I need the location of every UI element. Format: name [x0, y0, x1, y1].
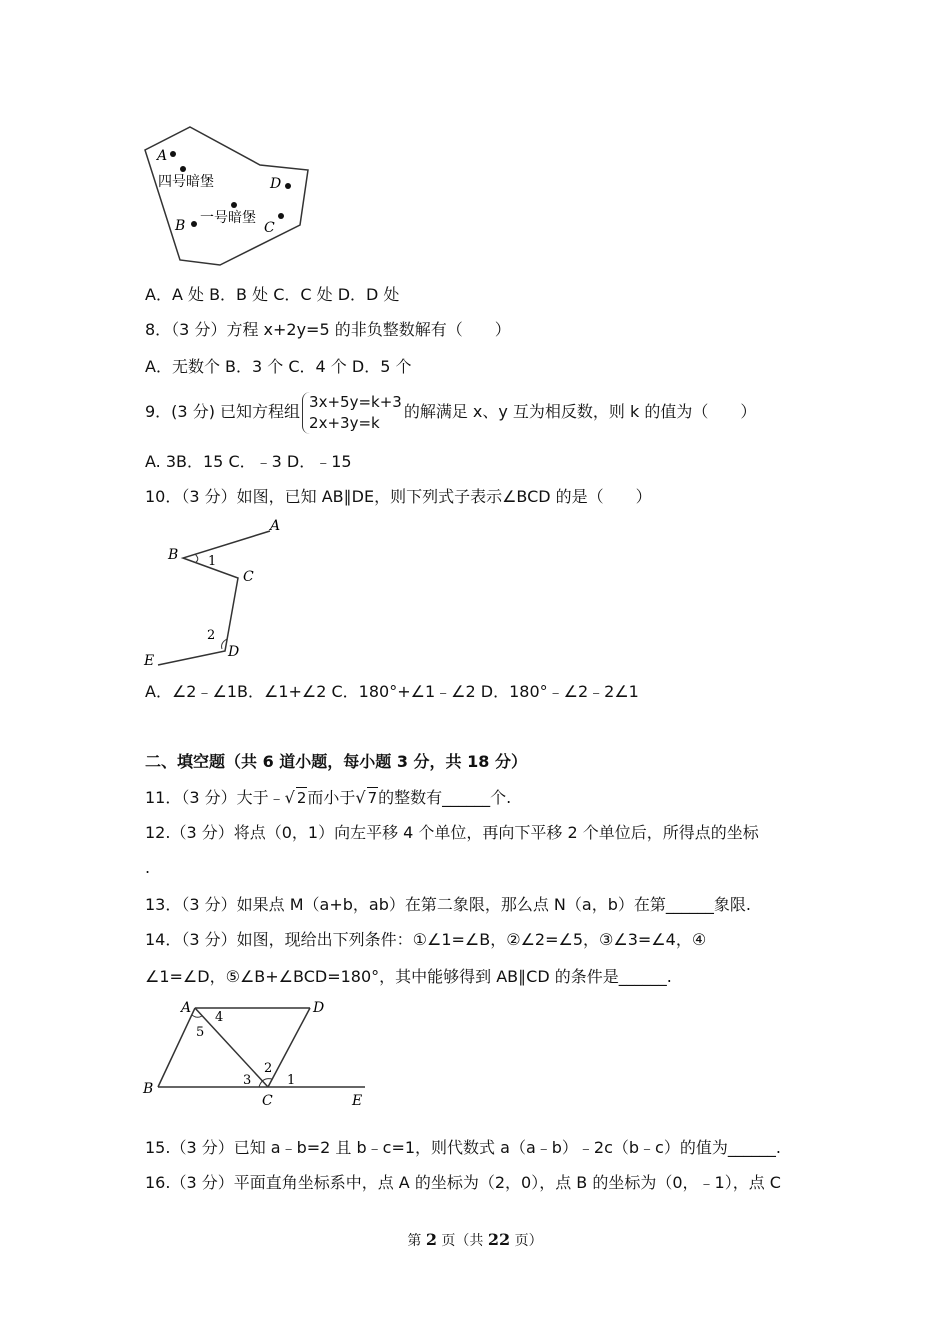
footer-post: 页）: [510, 1233, 543, 1249]
q10-angle2: 2: [207, 628, 216, 643]
label-d: D: [270, 176, 282, 192]
sqrt-icon: √: [355, 788, 366, 807]
sqrt-icon: √: [284, 788, 295, 807]
footer-page: 2: [425, 1230, 437, 1249]
q14-angle1: 1: [287, 1073, 296, 1088]
q9-eq2: 2x+3y=k: [309, 413, 380, 432]
q14-question: 14．（3 分）如图，现给出下列条件：①∠1=∠B，②∠2=∠5，③∠3=∠4，④: [145, 930, 707, 949]
label-a: A: [157, 148, 168, 164]
label-b: B: [175, 218, 186, 234]
q11-prefix: 11．（3 分）大于﹣: [145, 788, 285, 807]
q10-label-a: A: [270, 518, 280, 534]
q10-label-c: C: [243, 569, 254, 585]
q10-angle1: 1: [208, 554, 217, 569]
q14-line-ac: [195, 1008, 268, 1087]
q10-label-e: E: [144, 653, 155, 669]
q14-label-c: C: [262, 1093, 273, 1109]
page-footer: [0, 1230, 950, 1250]
q9-suffix: 的解满足 x、y 互为相反数，则 k 的值为（ ）: [403, 402, 757, 421]
q14-angle4: 4: [215, 1010, 224, 1025]
q10-figure: [140, 515, 280, 670]
equation-system: [302, 392, 402, 434]
footer-mid: 页（共: [436, 1233, 488, 1249]
q14-angle3: 3: [243, 1073, 252, 1088]
q11-radicand1: 2: [296, 789, 307, 807]
q14-label-e: E: [352, 1093, 363, 1109]
q14-line-ab: [158, 1008, 195, 1087]
label-c: C: [264, 220, 275, 236]
q14-figure: [140, 995, 380, 1115]
q10-question: 10．（3 分）如图，已知 AB∥DE，则下列式子表示∠BCD 的是（ ）: [145, 487, 652, 506]
q14-arc-a: [192, 1015, 202, 1017]
q8-options: A．无数个 B．3 个 C．4 个 D．5 个: [145, 357, 412, 376]
q14-label-a: A: [181, 1000, 192, 1016]
q12-question: 12.（3 分）将点（0，1）向左平移 4 个单位，再向下平移 2 个单位后，所得点的坐标: [145, 823, 759, 842]
q7-options: A．A 处 B．B 处 C．C 处 D．D 处: [145, 285, 400, 304]
point-c-dot: [278, 213, 284, 219]
point-a-dot: [170, 151, 176, 157]
q15-question: 15.（3 分）已知 a﹣b=2 且 b﹣c=1，则代数式 a（a﹣b）﹣2c（b﹣c）的值为______.: [145, 1138, 781, 1157]
q9-question: [145, 390, 756, 434]
angle1-arc: [195, 554, 198, 562]
q14-angle5: 5: [196, 1025, 205, 1040]
bunker4-label: 四号暗堡: [158, 174, 214, 190]
q11-suffix: 的整数有______个.: [378, 788, 512, 807]
q10-label-d: D: [228, 644, 240, 660]
q9-eq1: 3x+5y=k+3: [309, 392, 402, 411]
q11-mid: 而小于: [307, 788, 356, 807]
q16-question: 16.（3 分）平面直角坐标系中，点 A 的坐标为（2，0），点 B 的坐标为（0，﹣1），点 C: [145, 1173, 781, 1192]
bunker-figure: [140, 120, 330, 270]
q14-continuation: ∠1=∠D，⑤∠B+∠BCD=180°，其中能够得到 AB∥CD 的条件是______.: [145, 967, 672, 986]
bunker4-dot: [180, 166, 186, 172]
q11-radicand2: 7: [367, 789, 378, 807]
q14-label-d: D: [313, 1000, 325, 1016]
bunker-boundary: [145, 127, 308, 265]
q14-label-b: B: [143, 1081, 154, 1097]
bunker1-dot: [231, 202, 237, 208]
q10-label-b: B: [168, 547, 179, 563]
q14-angle2: 2: [264, 1061, 273, 1076]
bunker1-label: 一号暗堡: [200, 210, 256, 226]
footer-total: 22: [487, 1230, 511, 1249]
footer-pre: 第: [407, 1233, 426, 1249]
q10-options: A．∠2﹣∠1B．∠1+∠2 C．180°+∠1﹣∠2 D．180°﹣∠2﹣2∠1: [145, 682, 639, 701]
q12-continuation: .: [145, 858, 151, 877]
q11-question: [145, 787, 511, 808]
q9-prefix: 9．(3 分) 已知方程组: [145, 402, 301, 421]
q13-question: 13．（3 分）如果点 M（a+b，ab）在第二象限，那么点 N（a，b）在第______象限.: [145, 895, 751, 914]
q9-options: A. 3B．15 C．﹣3 D．﹣15: [145, 452, 352, 471]
section2-heading: 二、填空题（共 6 道小题，每小题 3 分，共 18 分）: [145, 752, 527, 771]
point-b-dot: [191, 221, 197, 227]
point-d-dot: [285, 183, 291, 189]
q8-question: 8．（3 分）方程 x+2y=5 的非负整数解有（ ）: [145, 320, 511, 339]
